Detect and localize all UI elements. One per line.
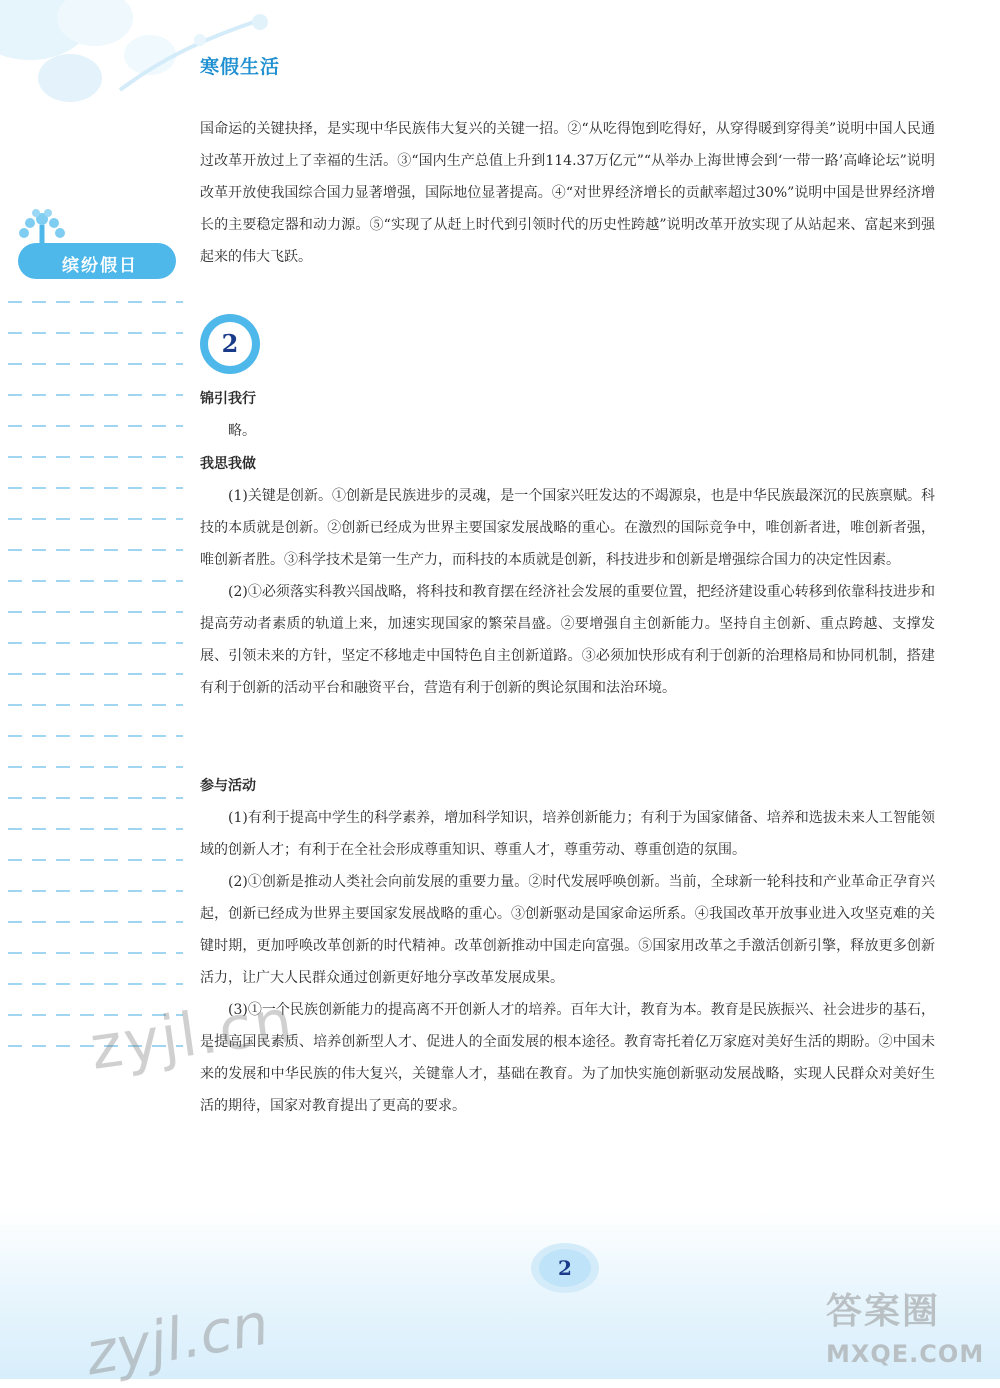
sidebar-badge-label: 缤纷假日 <box>62 256 138 276</box>
sidebar-dashed-lines <box>8 300 183 1080</box>
flower-background-icon <box>0 0 330 130</box>
watermark-mid: zyjl.cn <box>86 986 299 1084</box>
section-text: 略。 <box>228 423 256 439</box>
section-number: 2 <box>221 329 239 358</box>
section-think-do <box>200 448 935 704</box>
section-heading: 参与活动 <box>200 778 256 794</box>
watermark-logo-bottom: MXQE.COM <box>826 1340 985 1368</box>
intro-paragraph: 国命运的关键抉择，是实现中华民族伟大复兴的关键一招。②“从吃得饱到吃得好，从穿得暖到穿得美”说明中国人民通过改革开放过上了幸福的生活。③“国内生产总值上升到114.37万亿元”“从举办上海世博会到‘一带一路’高峰论坛”说明改革开放使我国综合国力显著增强，国际地位显著提高。④“对世界经济增长的贡献率超过30%”说明中国是世界经济增长的主要稳定器和动力源。⑤“实现了从赶上时代到引领时代的历史性跨越”说明改革开放实现了从站起来、富起来到强起来的伟大飞跃。 <box>200 121 935 265</box>
section-paragraph: (2)①创新是推动人类社会向前发展的重要力量。②时代发展呼唤创新。当前，全球新一轮科技和产业革命正孕育兴起，创新已经成为世界主要国家发展战略的重心。③创新驱动是国家命运所系。④我国改革开放事业进入攻坚克难的关键时期，更加呼唤改革创新的时代精神。改革创新推动中国走向富强。⑤国家用改革之手激活创新引擎，释放更多创新活力，让广大人民群众通过创新更好地分享改革发展成果。 <box>200 874 935 986</box>
section-activity <box>200 770 935 1122</box>
page-header-title: 寒假生活 <box>200 56 281 78</box>
watermark-logo-top: 答案圈 <box>826 1291 941 1332</box>
section-heading: 我思我做 <box>200 456 256 472</box>
section-paragraph: (1)有利于提高中学生的科学素养，增加科学知识，培养创新能力；有利于为国家储备、培养和选拔未来人工智能领域的创新人才；有利于在全社会形成尊重知识、尊重人才，尊重劳动、尊重创造的氛围。 <box>200 810 935 858</box>
page-number: 2 <box>558 1256 572 1280</box>
watermark-bottom: zyjl.cn <box>80 1289 274 1388</box>
section-paragraph: (2)①必须落实科教兴国战略，将科技和教育摆在经济社会发展的重要位置，把经济建设重心转移到依靠科技进步和提高劳动者素质的轨道上来，加速实现国家的繁荣昌盛。②要增强自主创新能力。坚持自主创新、重点跨越、支撑发展、引领未来的方针，坚定不移地走中国特色自主创新道路。③必须加快形成有利于创新的治理格局和协同机制，搭建有利于创新的活动平台和融资平台，营造有利于创新的舆论氛围和法治环境。 <box>200 584 935 696</box>
section-paragraph: (3)①一个民族创新能力的提高离不开创新人才的培养。百年大计，教育为本。教育是民族振兴、社会进步的基石，是提高国民素质、培养创新型人才、促进人的全面发展的根本途径。教育寄托着亿万家庭对美好生活的期盼。②中国未来的发展和中华民族的伟大复兴，关键靠人才，基础在教育。为了加快实施创新驱动发展战略，实现人民群众对美好生活的期待，国家对教育提出了更高的要求。 <box>200 1002 935 1114</box>
section-paragraph: (1)关键是创新。①创新是民族进步的灵魂，是一个国家兴旺发达的不竭源泉，也是中华民族最深沉的民族禀赋。科技的本质就是创新。②创新已经成为世界主要国家发展战略的重心。在激烈的国际竞争中，唯创新者进，唯创新者强，唯创新者胜。③科学技术是第一生产力，而科技的本质就是创新，科技进步和创新是增强综合国力的决定性因素。 <box>200 488 935 568</box>
intro-section <box>200 113 935 273</box>
section-heading: 锦引我行 <box>200 391 256 407</box>
section-guide <box>200 383 935 447</box>
